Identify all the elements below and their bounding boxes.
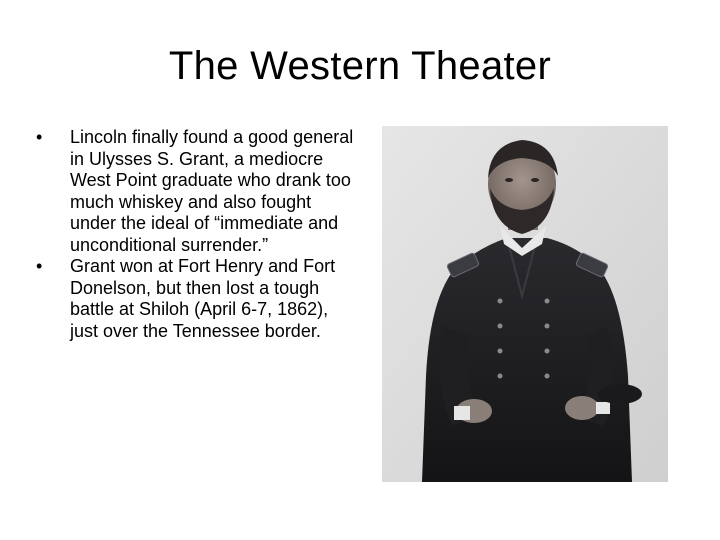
right-eye [531, 178, 539, 182]
portrait-photo-icon [382, 126, 668, 482]
bullet-list [36, 127, 354, 342]
right-cuff [596, 402, 610, 414]
bullet-text: Grant won at Fort Henry and Fort Donelson, but then lost a tough battle at Shiloh (April 6-7, 1862), just over the Tennessee border. [70, 256, 336, 341]
bullet-item [36, 256, 354, 342]
left-cuff [454, 406, 470, 420]
hat [598, 384, 642, 404]
bullet-item [36, 127, 354, 256]
left-eye [505, 178, 513, 182]
bullet-marker: • [36, 127, 43, 147]
slide-title: The Western Theater [168, 44, 552, 88]
bullet-text: Lincoln finally found a good general in Ulysses S. Grant, a mediocre West Point graduate who drank too much whiskey and also fought under the ideal of “immediate and unconditional surrender.” [70, 127, 354, 255]
right-hand [565, 396, 599, 420]
bullet-marker: • [36, 256, 43, 276]
portrait-illustration [382, 126, 668, 482]
